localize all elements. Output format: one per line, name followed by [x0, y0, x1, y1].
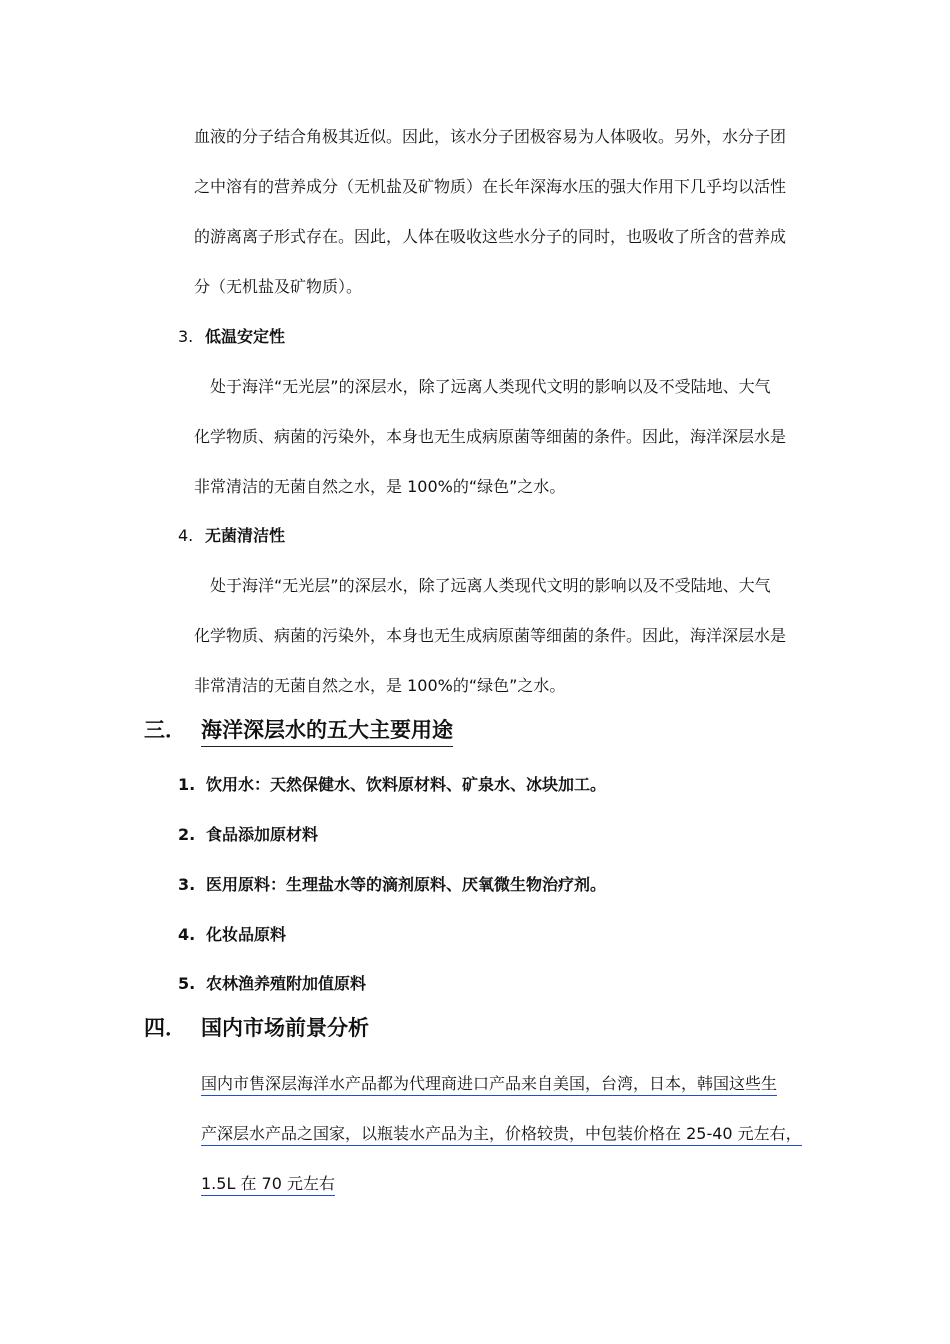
section-title: 国内市场前景分析 [201, 1016, 369, 1040]
list-number: 4. [178, 526, 194, 545]
list-item [178, 774, 606, 796]
paragraph-line: 血液的分子结合角极其近似。因此，该水分子团极容易为人体吸收。另外，水分子团 [194, 127, 787, 146]
list-number: 4. [178, 925, 196, 944]
paragraph-line: 化学物质、病菌的污染外，本身也无生成病原菌等细菌的条件。因此，海洋深层水是 [194, 427, 787, 446]
subheading-low-temp-stability: 低温安定性 [205, 327, 286, 346]
hyperlink-text[interactable]: 国内市售深层海洋水产品都为代理商进口产品来自美国，台湾，日本，韩国这些生 [201, 1073, 777, 1096]
list-item [178, 973, 366, 995]
list-number: 5. [178, 974, 196, 993]
section-number: 三． [144, 718, 186, 742]
hyperlink-text[interactable]: 产深层水产品之国家，以瓶装水产品为主，价格较贵，中包装价格在 25-40 元左右， [201, 1123, 802, 1146]
list-item [178, 824, 318, 846]
list-text: 医用原料：生理盐水等的滴剂原料、厌氧微生物治疗剂。 [206, 875, 607, 894]
section-heading [144, 716, 453, 744]
section-number: 四． [144, 1016, 186, 1040]
list-text: 化妆品原料 [206, 925, 287, 944]
section-heading [144, 1014, 369, 1042]
list-number: 1. [178, 775, 196, 794]
list-text: 食品添加原材料 [206, 825, 319, 844]
paragraph-line: 之中溶有的营养成分（无机盐及矿物质）在长年深海水压的强大作用下几乎均以活性 [194, 177, 787, 196]
list-number: 3. [178, 875, 196, 894]
paragraph-line: 非常清洁的无菌自然之水，是 100%的“绿色”之水。 [194, 676, 566, 695]
list-text: 农林渔养殖附加值原料 [206, 974, 367, 993]
list-number: 2. [178, 825, 196, 844]
paragraph-line: 分（无机盐及矿物质）。 [194, 277, 363, 296]
paragraph-line: 的游离离子形式存在。因此，人体在吸收这些水分子的同时，也吸收了所含的营养成 [194, 227, 787, 246]
list-text: 饮用水：天然保健水、饮料原材料、矿泉水、冰块加工。 [206, 775, 607, 794]
paragraph-line: 处于海洋“无光层”的深层水，除了远离人类现代文明的影响以及不受陆地、大气 [210, 576, 771, 595]
paragraph-line: 处于海洋“无光层”的深层水，除了远离人类现代文明的影响以及不受陆地、大气 [210, 377, 771, 396]
section-title: 海洋深层水的五大主要用途 [201, 716, 453, 747]
paragraph-line: 化学物质、病菌的污染外，本身也无生成病原菌等细菌的条件。因此，海洋深层水是 [194, 626, 787, 645]
paragraph-line: 非常清洁的无菌自然之水，是 100%的“绿色”之水。 [194, 477, 566, 496]
list-item [178, 924, 286, 946]
hyperlink-text[interactable]: 1.5L 在 70 元左右 [201, 1173, 335, 1196]
list-number: 3. [178, 327, 194, 346]
subheading-sterile-cleanliness: 无菌清洁性 [205, 526, 286, 545]
list-item [178, 874, 606, 896]
